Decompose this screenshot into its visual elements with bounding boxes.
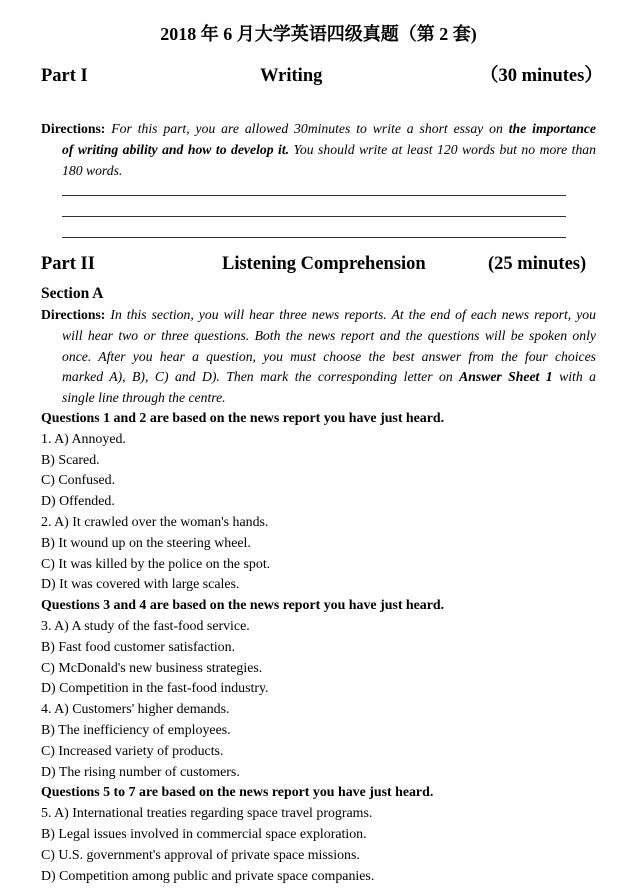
part-time: （30 minutes） (480, 66, 603, 86)
directions-line (62, 326, 596, 347)
option-text: D) It was covered with large scales. (41, 577, 240, 593)
option-text: B) It wound up on the steering wheel. (41, 535, 251, 551)
directions-line (62, 367, 596, 388)
essay-topic: of writing ability and how to develop it. (62, 142, 290, 157)
part-time: (25 minutes) (488, 254, 587, 274)
directions-line (41, 305, 596, 326)
directions-label: Directions: (41, 307, 106, 322)
option-text: C) McDonald's new business strategies. (41, 660, 263, 676)
section-title: Section A (41, 285, 104, 302)
part-heading-listening (0, 252, 621, 276)
question-number: 5. (41, 806, 52, 822)
directions-line (62, 347, 596, 368)
question-number: 3. (41, 618, 52, 634)
directions-text: will hear two or three questions. Both the news report and the questions will be spoken only (62, 327, 596, 343)
question-group-header: Questions 1 and 2 are based on the news report you have just heard. (41, 411, 445, 426)
option-text: B) Scared. (41, 452, 100, 468)
essay-topic: the importance (508, 121, 597, 136)
option-text: A) It crawled over the woman's hands. (54, 514, 269, 530)
option-text: D) Offended. (41, 494, 115, 510)
option-text: D) Competition in the fast-food industry. (41, 681, 269, 697)
question-option-row (41, 430, 601, 451)
writing-line (62, 195, 566, 196)
directions-line (62, 160, 596, 181)
option-text: B) Fast food customer satisfaction. (41, 639, 236, 655)
option-text: D) Competition among public and private space companies. (41, 868, 375, 884)
part-label: Part II (41, 254, 95, 274)
question-list (41, 409, 601, 887)
option-text: A) Annoyed. (54, 431, 126, 447)
option-text: C) It was killed by the police on the spot. (41, 556, 271, 572)
directions-label: Directions: (41, 121, 106, 136)
page-title: 2018 年 6 月大学英语四级真题（第 2 套) (160, 24, 477, 44)
directions-line (41, 118, 596, 139)
option-text: D) The rising number of customers. (41, 764, 240, 780)
question-option-row (41, 617, 601, 638)
part-name: Writing (260, 66, 323, 86)
question-option-row (41, 804, 601, 825)
question-group-header: Questions 3 and 4 are based on the news report you have just heard. (41, 598, 445, 614)
listening-directions (41, 305, 596, 409)
option-text: B) Legal issues involved in commercial space exploration. (41, 826, 367, 842)
question-option-row (41, 513, 601, 534)
option-text: B) The inefficiency of employees. (41, 722, 231, 738)
part-name: Listening Comprehension (222, 254, 426, 274)
question-number: 2. (41, 514, 52, 530)
directions-text: single line through the centre. (62, 390, 226, 406)
option-text: C) U.S. government's approval of private space missions. (41, 847, 360, 863)
directions-text: For this part, you are allowed 30minutes to write a short essay on (111, 121, 503, 136)
directions-text: 180 words. (62, 163, 123, 178)
writing-line (62, 237, 566, 238)
directions-text: with a (559, 369, 596, 385)
directions-text: once. After you hear a question, you must choose the best answer from the four choices (62, 348, 596, 364)
part-label: Part I (41, 66, 88, 86)
writing-directions (41, 118, 596, 181)
option-text: A) Customers' higher demands. (54, 702, 230, 718)
directions-line (62, 388, 596, 409)
directions-line (62, 139, 596, 160)
question-number: 1. (41, 431, 52, 447)
option-text: A) International treaties regarding space travel programs. (54, 806, 373, 822)
part-heading-writing (0, 64, 621, 88)
directions-text: In this section, you will hear three news reports. At the end of each news report, you (110, 307, 596, 322)
directions-text: marked A), B), C) and D). Then mark the corresponding letter on (62, 369, 453, 385)
option-text: C) Increased variety of products. (41, 743, 224, 759)
writing-line (62, 216, 566, 217)
answer-sheet-name: Answer Sheet 1 (459, 369, 553, 385)
directions-text: You should write at least 120 words but no more than (293, 142, 596, 157)
question-number: 4. (41, 702, 52, 718)
question-group-header: Questions 5 to 7 are based on the news report you have just heard. (41, 785, 434, 801)
option-text: C) Confused. (41, 473, 116, 489)
question-option-row (41, 700, 601, 721)
option-text: A) A study of the fast-food service. (54, 618, 250, 634)
